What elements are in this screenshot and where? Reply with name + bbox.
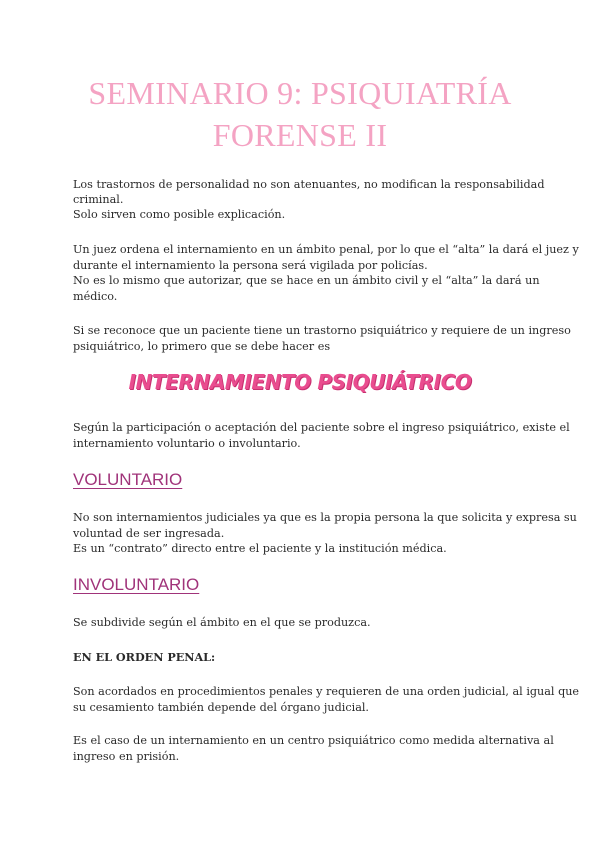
voluntario-heading: VOLUNTARIO	[73, 470, 183, 489]
intro-line-2: criminal.	[73, 193, 124, 206]
orden-penal-p1-line-2: su cesamiento también depende del órgano judicial.	[73, 701, 369, 714]
juez-line-2: durante el internamiento la persona será vigilada por policías.	[73, 259, 428, 272]
involuntario-line-1: Se subdivide según el ámbito en el que se produzca.	[73, 616, 371, 629]
participacion-line-1: Según la participación o aceptación del paciente sobre el ingreso psiquiátrico, existe el	[73, 421, 570, 434]
voluntario-line-3: Es un “contrato” directo entre el paciente y la institución médica.	[73, 542, 447, 555]
orden-penal-p1-line-1: Son acordados en procedimientos penales y requieren de una orden judicial, al igual que	[73, 685, 580, 698]
page-title-line-1: SEMINARIO 9: PSIQUIATRÍA	[88, 75, 512, 111]
orden-penal-heading: EN EL ORDEN PENAL:	[73, 650, 216, 664]
participacion-line-2: internamiento voluntario o involuntario.	[73, 437, 301, 450]
highlight-heading: INTERNAMIENTO PSIQUIÁTRICO	[128, 370, 472, 394]
orden-penal-p2-line-1: Es el caso de un internamiento en un centro psiquiátrico como medida alternativa al	[73, 734, 554, 747]
reconoce-line-1: Si se reconoce que un paciente tiene un trastorno psiquiátrico y requiere de un ingreso	[73, 324, 571, 337]
juez-line-1: Un juez ordena el internamiento en un ámbito penal, por lo que el “alta” la dará el juez y	[73, 243, 579, 256]
intro-line-3: Solo sirven como posible explicación.	[73, 208, 286, 221]
page-title-line-2: FORENSE II	[212, 117, 388, 153]
intro-line-1: Los trastornos de personalidad no son atenuantes, no modifican la responsabilidad	[73, 178, 545, 191]
voluntario-line-2: voluntad de ser ingresada.	[73, 527, 225, 540]
voluntario-line-1: No son internamientos judiciales ya que es la propia persona la que solicita y expresa su	[73, 511, 577, 524]
involuntario-heading: INVOLUNTARIO	[73, 575, 200, 594]
juez-line-3: No es lo mismo que autorizar, que se hace en un ámbito civil y el “alta” la dará un	[73, 274, 540, 287]
juez-line-4: médico.	[73, 290, 118, 303]
reconoce-line-2: psiquiátrico, lo primero que se debe hacer es	[73, 340, 331, 353]
orden-penal-p2-line-2: ingreso en prisión.	[73, 750, 180, 763]
